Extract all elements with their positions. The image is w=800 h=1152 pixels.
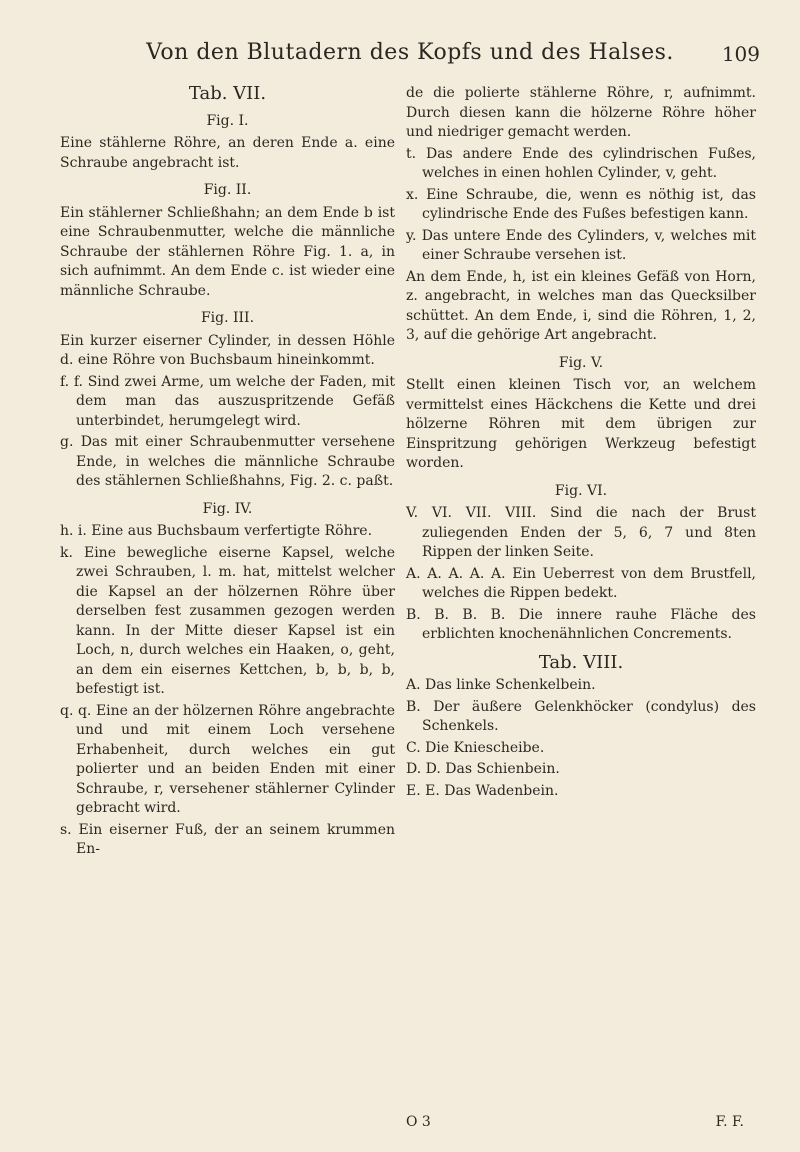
fig-3-item: f. f. Sind zwei Arme, um welche der Faden, mit dem man das auszuspritzende Gefäß unterbindet, herumgelegt wird. (60, 373, 395, 429)
fig-4-item: q. q. Eine an der hölzernen Röhre angebrachte und und mit einem Loch versehene Erhabenheit, durch welches ein gut polierter und an beiden Enden mit einer Schraube, r, versehener stählerner Cylinder gebracht wird. (60, 702, 395, 816)
right-item: t. Das andere Ende des cylindrischen Fußes, welches in einen hohlen Cylinder, v, geht. (406, 145, 756, 181)
tab-viii-item: E. E. Das Wadenbein. (406, 782, 559, 799)
fig-6-item: V. VI. VII. VIII. Sind die nach der Brust zuliegenden Enden der 5, 6, 7 und 8ten Rippen der linken Seite. (406, 505, 756, 560)
fig-6-item: B. B. B. B. Die innere rauhe Fläche des erblichten knochenähnlichen Concrements. (406, 606, 756, 642)
fig-6-item: A. A. A. A. A. Ein Ueberrest von dem Brustfell, welches die Rippen bedekt. (406, 565, 756, 601)
left-column (60, 84, 395, 862)
fig-3-item: g. Das mit einer Schraubenmutter versehene Ende, in welches die männliche Schraube des stählernen Schließhahns, Fig. 2. c. paßt. (60, 434, 395, 489)
continuation-text: de die polierte stählerne Röhre, r, aufnimmt. Durch diesen kann die hölzerne Röhre höher und niedriger gemacht werden. (406, 85, 756, 140)
signature-mark: O 3 (406, 1114, 431, 1130)
tab-viii-item: C. Die Kniescheibe. (406, 739, 545, 756)
fig-4-item: h. i. Eine aus Buchsbaum verfertigte Röhre. (60, 523, 373, 539)
right-item: x. Eine Schraube, die, wenn es nöthig ist, das cylindrische Ende des Fußes befestigen kann. (406, 186, 756, 222)
tab-viii-item: B. Der äußere Gelenkhöcker (condylus) des Schenkels. (406, 698, 756, 734)
tab-vii-heading: Tab. VII. (188, 83, 267, 104)
right-item: y. Das untere Ende des Cylinders, v, welches mit einer Schraube versehen ist. (406, 227, 756, 263)
fig-2-text: Ein stählerner Schließhahn; an dem Ende b ist eine Schraubenmutter, welche die männliche Schraube der stählernen Röhre Fig. 1. a, in sich aufnimmt. An dem Ende c. ist wieder eine männliche Schraube. (60, 204, 395, 299)
fig-4-item: k. Eine bewegliche eiserne Kapsel, welche zwei Schrauben, l. m. hat, mittelst welcher die Kapsel an der hölzernen Röhre über derselben fest zusammen gezogen werden kann. In der Mitte dieser Kapsel ist ein Loch, n, durch welches ein Haaken, o, geht, an dem ein eisernes Kettchen, b, b, b, b, befestigt ist. (60, 544, 395, 697)
header-title: Von den Blutadern des Kopfs und des Halses. (146, 40, 674, 65)
fig-1-text: Eine stählerne Röhre, an deren Ende a. eine Schraube angebracht ist. (60, 135, 395, 171)
running-header (60, 40, 760, 80)
fig-1-heading: Fig. I. (206, 112, 249, 129)
tab-viii-heading: Tab. VIII. (538, 651, 624, 673)
right-column (406, 84, 756, 803)
fig-2-heading: Fig. II. (203, 182, 252, 198)
fig-3-text: Ein kurzer eiserner Cylinder, in dessen Höhle d. eine Röhre von Buchsbaum hineinkommt. (60, 332, 395, 368)
horn-vessel-paragraph: An dem Ende, h, ist ein kleines Gefäß von Horn, z. angebracht, in welches man das Quecksilber schüttet. An dem Ende, i, sind die Röhren, 1, 2, 3, auf die gehörige Art angebracht. (406, 268, 756, 343)
page-number: 109 (721, 42, 760, 66)
fig-5-heading: Fig. V. (558, 354, 604, 371)
page-footer (406, 1114, 756, 1136)
fig-6-heading: Fig. VI. (554, 482, 608, 499)
tab-viii-item: D. D. Das Schienbein. (406, 761, 560, 777)
fig-4-item: s. Ein eiserner Fuß, der an seinem krummen En- (60, 821, 395, 857)
fig-5-text: Stellt einen kleinen Tisch vor, an welchem vermittelst eines Häckchens die Kette und drei hölzerne Röhren mit dem übrigen zur Einspritzung gehörigen Werkzeug befestigt worden. (406, 377, 756, 471)
catchword: F. F. (715, 1114, 744, 1130)
tab-viii-item: A. Das linke Schenkelbein. (406, 677, 596, 693)
fig-3-heading: Fig. III. (200, 310, 255, 326)
fig-4-heading: Fig. IV. (202, 500, 253, 517)
